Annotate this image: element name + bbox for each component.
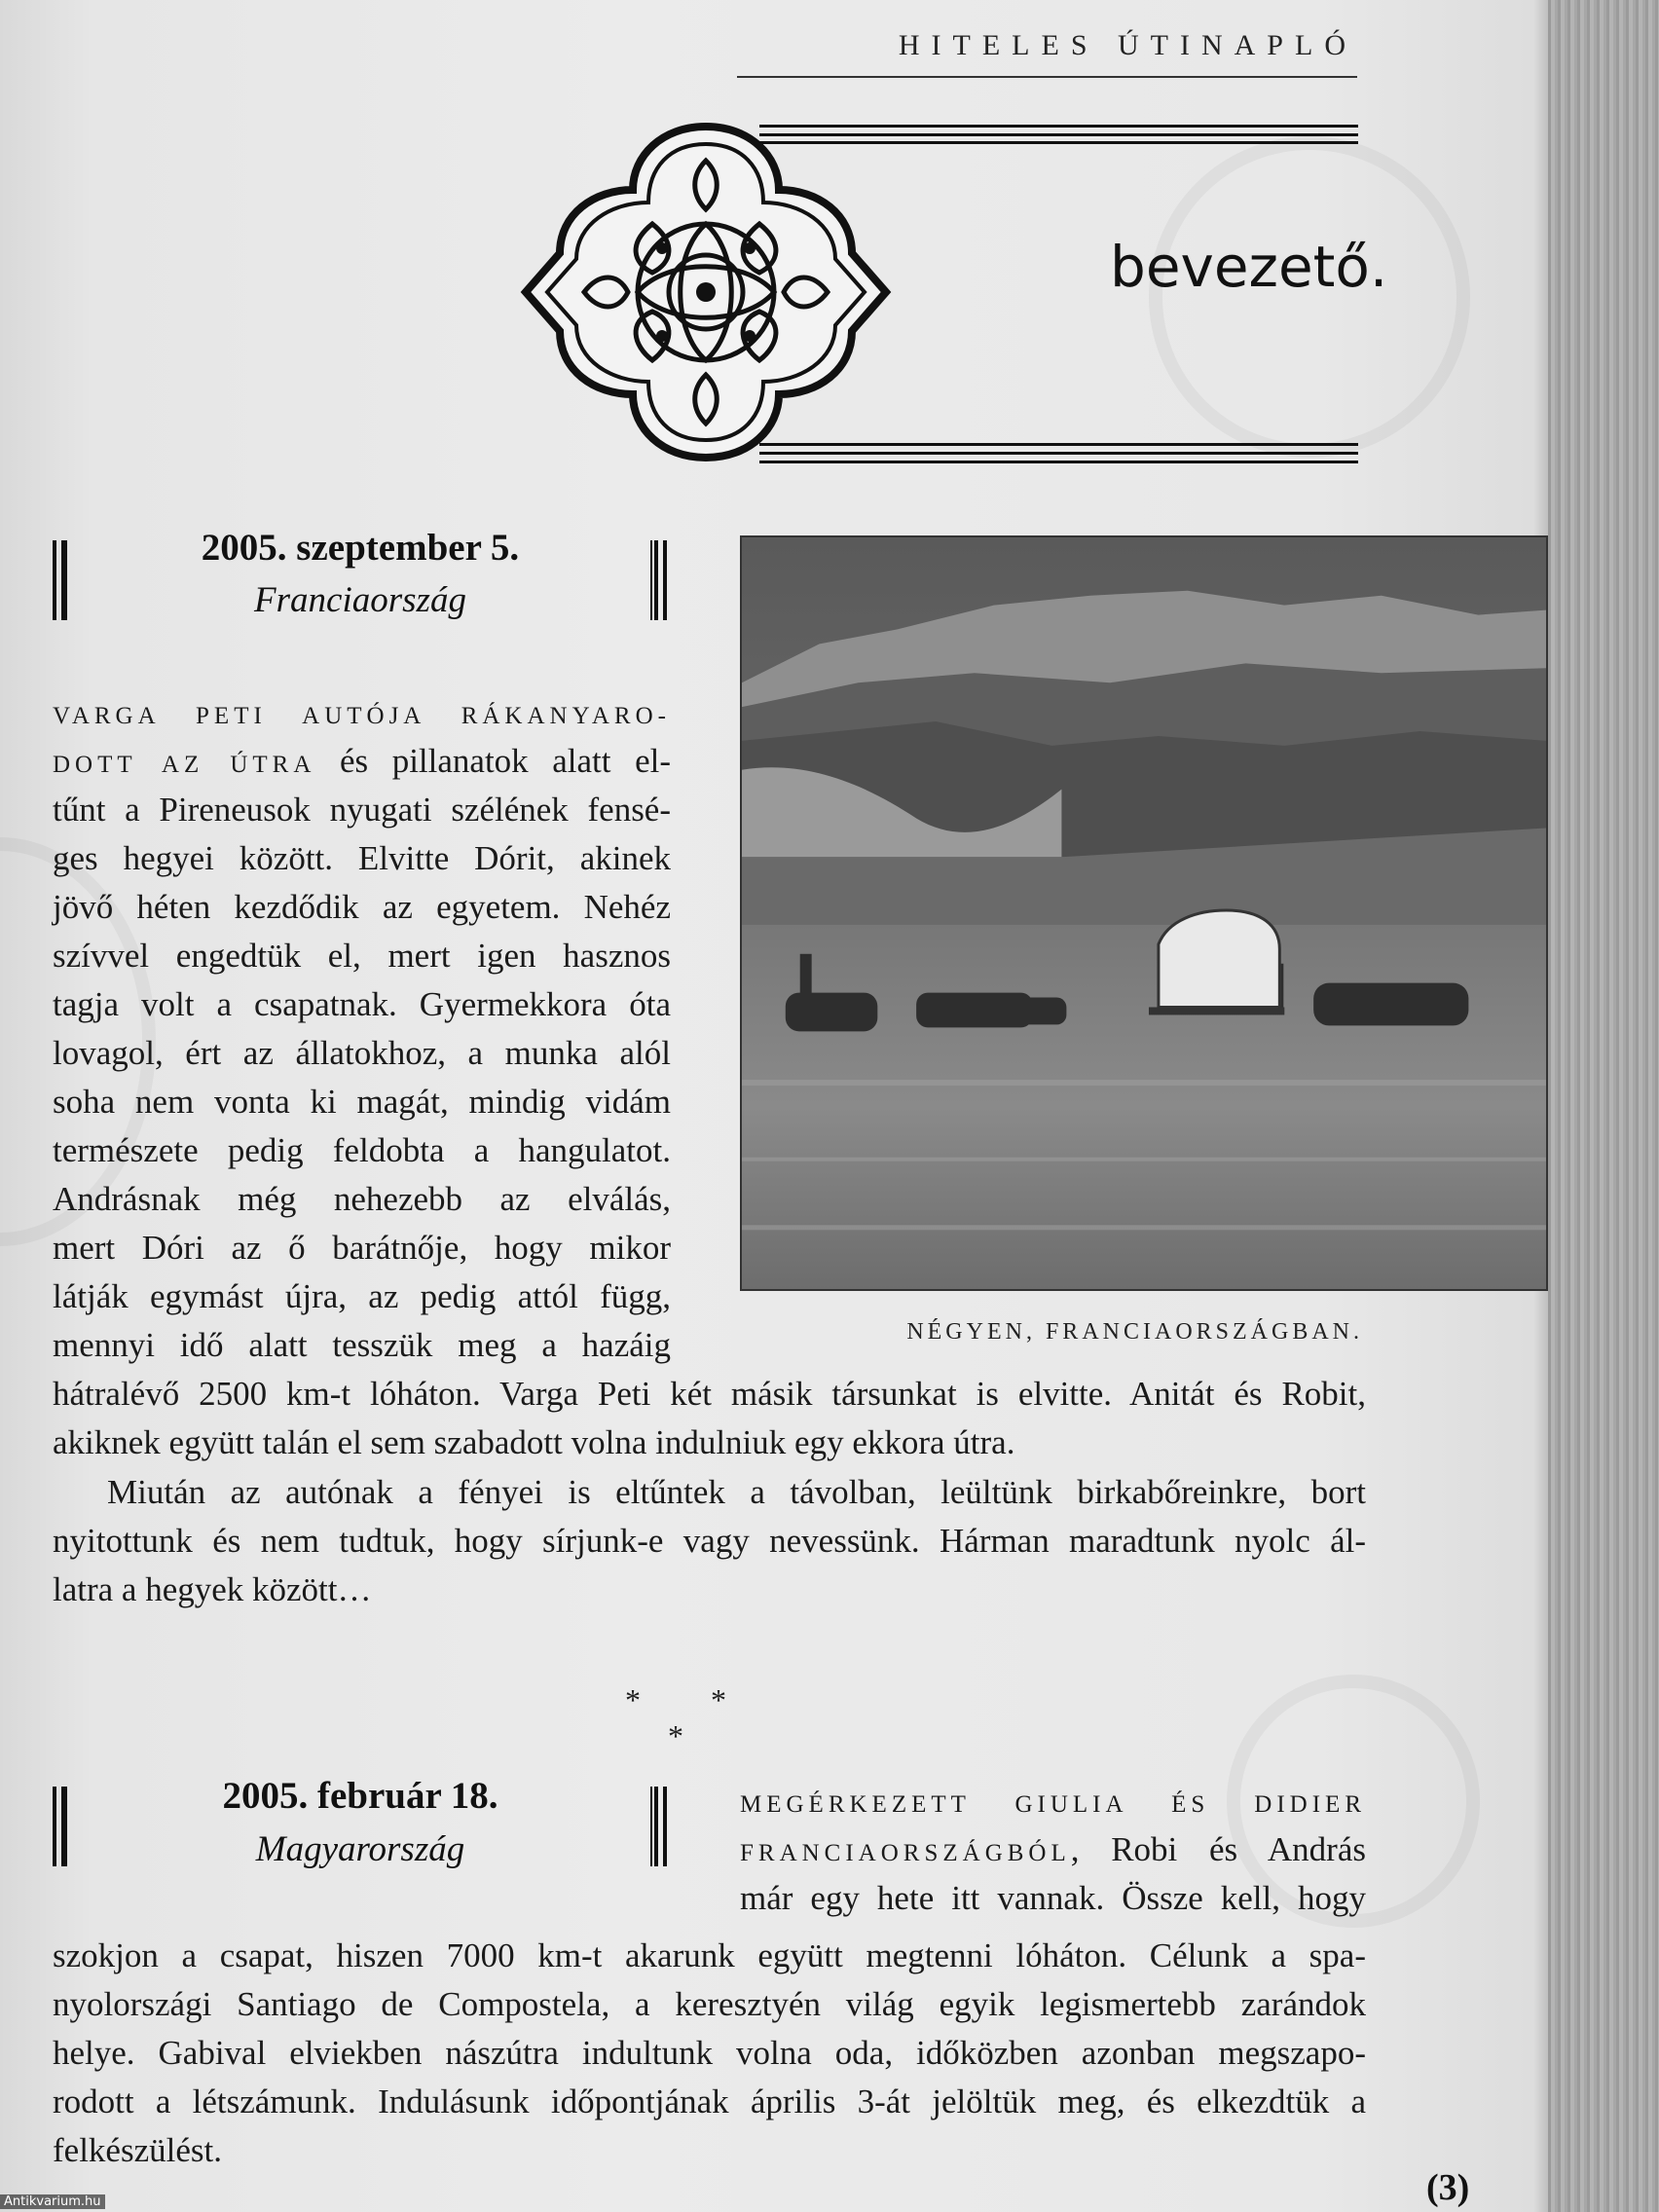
section-separator: * * * xyxy=(625,1682,757,1753)
text-line: felkészülést. xyxy=(53,2131,222,2169)
stacked-page-edges xyxy=(1548,0,1659,2212)
page-number: (3) xyxy=(1426,2167,1470,2208)
text-line: szokjon a csapat, hiszen 7000 km-t akarunk együtt megtenni lóháton. Célunk a spa- xyxy=(53,1936,1366,1974)
date-block-bar xyxy=(53,1787,56,1866)
photo-caption: NÉGYEN, FRANCIAORSZÁGBAN. xyxy=(906,1319,1363,1345)
date-block-bar xyxy=(663,1787,667,1866)
entry-date: 2005. február 18. xyxy=(222,1775,498,1817)
date-block-bar xyxy=(654,1787,658,1866)
text-line xyxy=(53,688,671,737)
entry-place: Franciaország xyxy=(254,580,466,620)
running-head-rule xyxy=(737,76,1357,78)
section-title: bevezető. xyxy=(1110,234,1388,300)
landscape-photo xyxy=(740,535,1548,1291)
date-block-bar xyxy=(663,540,667,620)
text-line: nyolországi Santiago de Compostela, a keresztyén világ egyik legismertebb zarándok xyxy=(53,1985,1366,2023)
text-line: jövő héten kezdődik az egyetem. Nehéz xyxy=(53,888,671,926)
arabesque-quatrefoil-ornament-icon xyxy=(516,117,896,467)
text-line: DOTT AZ ÚTRA és pillanatok alatt el- xyxy=(53,742,671,780)
watermark: Antikvarium.hu xyxy=(0,2194,105,2209)
text-line: Miután az autónak a fényei is eltűntek a távolban, leültünk birkabőreinkre, bort xyxy=(107,1473,1366,1511)
text-line: helye. Gabival elviekben nászútra indultunk volna oda, időközben azonban megszapo- xyxy=(53,2034,1366,2072)
date-block-bar xyxy=(53,540,56,620)
text-line: soha nem vonta ki magát, mindig vidám xyxy=(53,1083,671,1121)
text-line: tagja volt a csapatnak. Gyermekkora óta xyxy=(53,985,671,1023)
date-block-bar xyxy=(650,540,652,620)
text-line: tűnt a Pireneusok nyugati szélének fensé- xyxy=(53,791,671,829)
small-caps-lead: FRANCIAORSZÁGBÓL xyxy=(740,1840,1071,1866)
small-caps-lead: MEGÉRKEZETT GIULIA ÉS DIDIER xyxy=(740,1791,1366,1818)
text-line: latra a hegyek között… xyxy=(53,1570,372,1608)
entry-date: 2005. szeptember 5. xyxy=(201,527,520,569)
date-block-bar xyxy=(650,1787,652,1866)
date-block-bar xyxy=(654,540,658,620)
small-caps-lead: VARGA PETI AUTÓJA RÁKANYARO- xyxy=(53,703,671,729)
date-block-bar xyxy=(65,1787,67,1866)
text-line xyxy=(740,1777,1366,1825)
text-line: már egy hete itt vannak. Össze kell, hogy xyxy=(740,1879,1366,1917)
text-line: természete pedig feldobta a hangulatot. xyxy=(53,1131,671,1169)
text-line: látják egymást újra, az pedig attól függ, xyxy=(53,1277,671,1315)
text-line: rodott a létszámunk. Indulásunk időpontjának április 3-át jelöltük meg, és elkezdtük a xyxy=(53,2083,1366,2120)
text-line: FRANCIAORSZÁGBÓL, Robi és András xyxy=(740,1830,1366,1868)
date-block-bar xyxy=(65,540,67,620)
text-line: lovagol, ért az állatokhoz, a munka alól xyxy=(53,1034,671,1072)
text-line: szívvel engedtük el, mert igen hasznos xyxy=(53,937,671,975)
text-line: mert Dóri az ő barátnője, hogy mikor xyxy=(53,1229,671,1267)
text-line: mennyi idő alatt tesszük meg a hazáig xyxy=(53,1326,671,1364)
running-head: HITELES ÚTINAPLÓ xyxy=(898,29,1357,61)
text-line: akiknek együtt talán el sem szabadott volna indulniuk egy ekkora útra. xyxy=(53,1423,1015,1461)
text-line: ges hegyei között. Elvitte Dórit, akinek xyxy=(53,839,671,877)
entry-place: Magyarország xyxy=(255,1829,465,1869)
text-line: hátralévő 2500 km-t lóháton. Varga Peti két másik társunkat is elvitte. Anitát és Robit, xyxy=(53,1375,1366,1413)
text-line: Andrásnak még nehezebb az elválás, xyxy=(53,1180,671,1218)
text-line: nyitottunk és nem tudtuk, hogy sírjunk-e vagy nevessünk. Hárman maradtunk nyolc ál- xyxy=(53,1522,1366,1560)
small-caps-lead: DOTT AZ ÚTRA xyxy=(53,752,316,778)
